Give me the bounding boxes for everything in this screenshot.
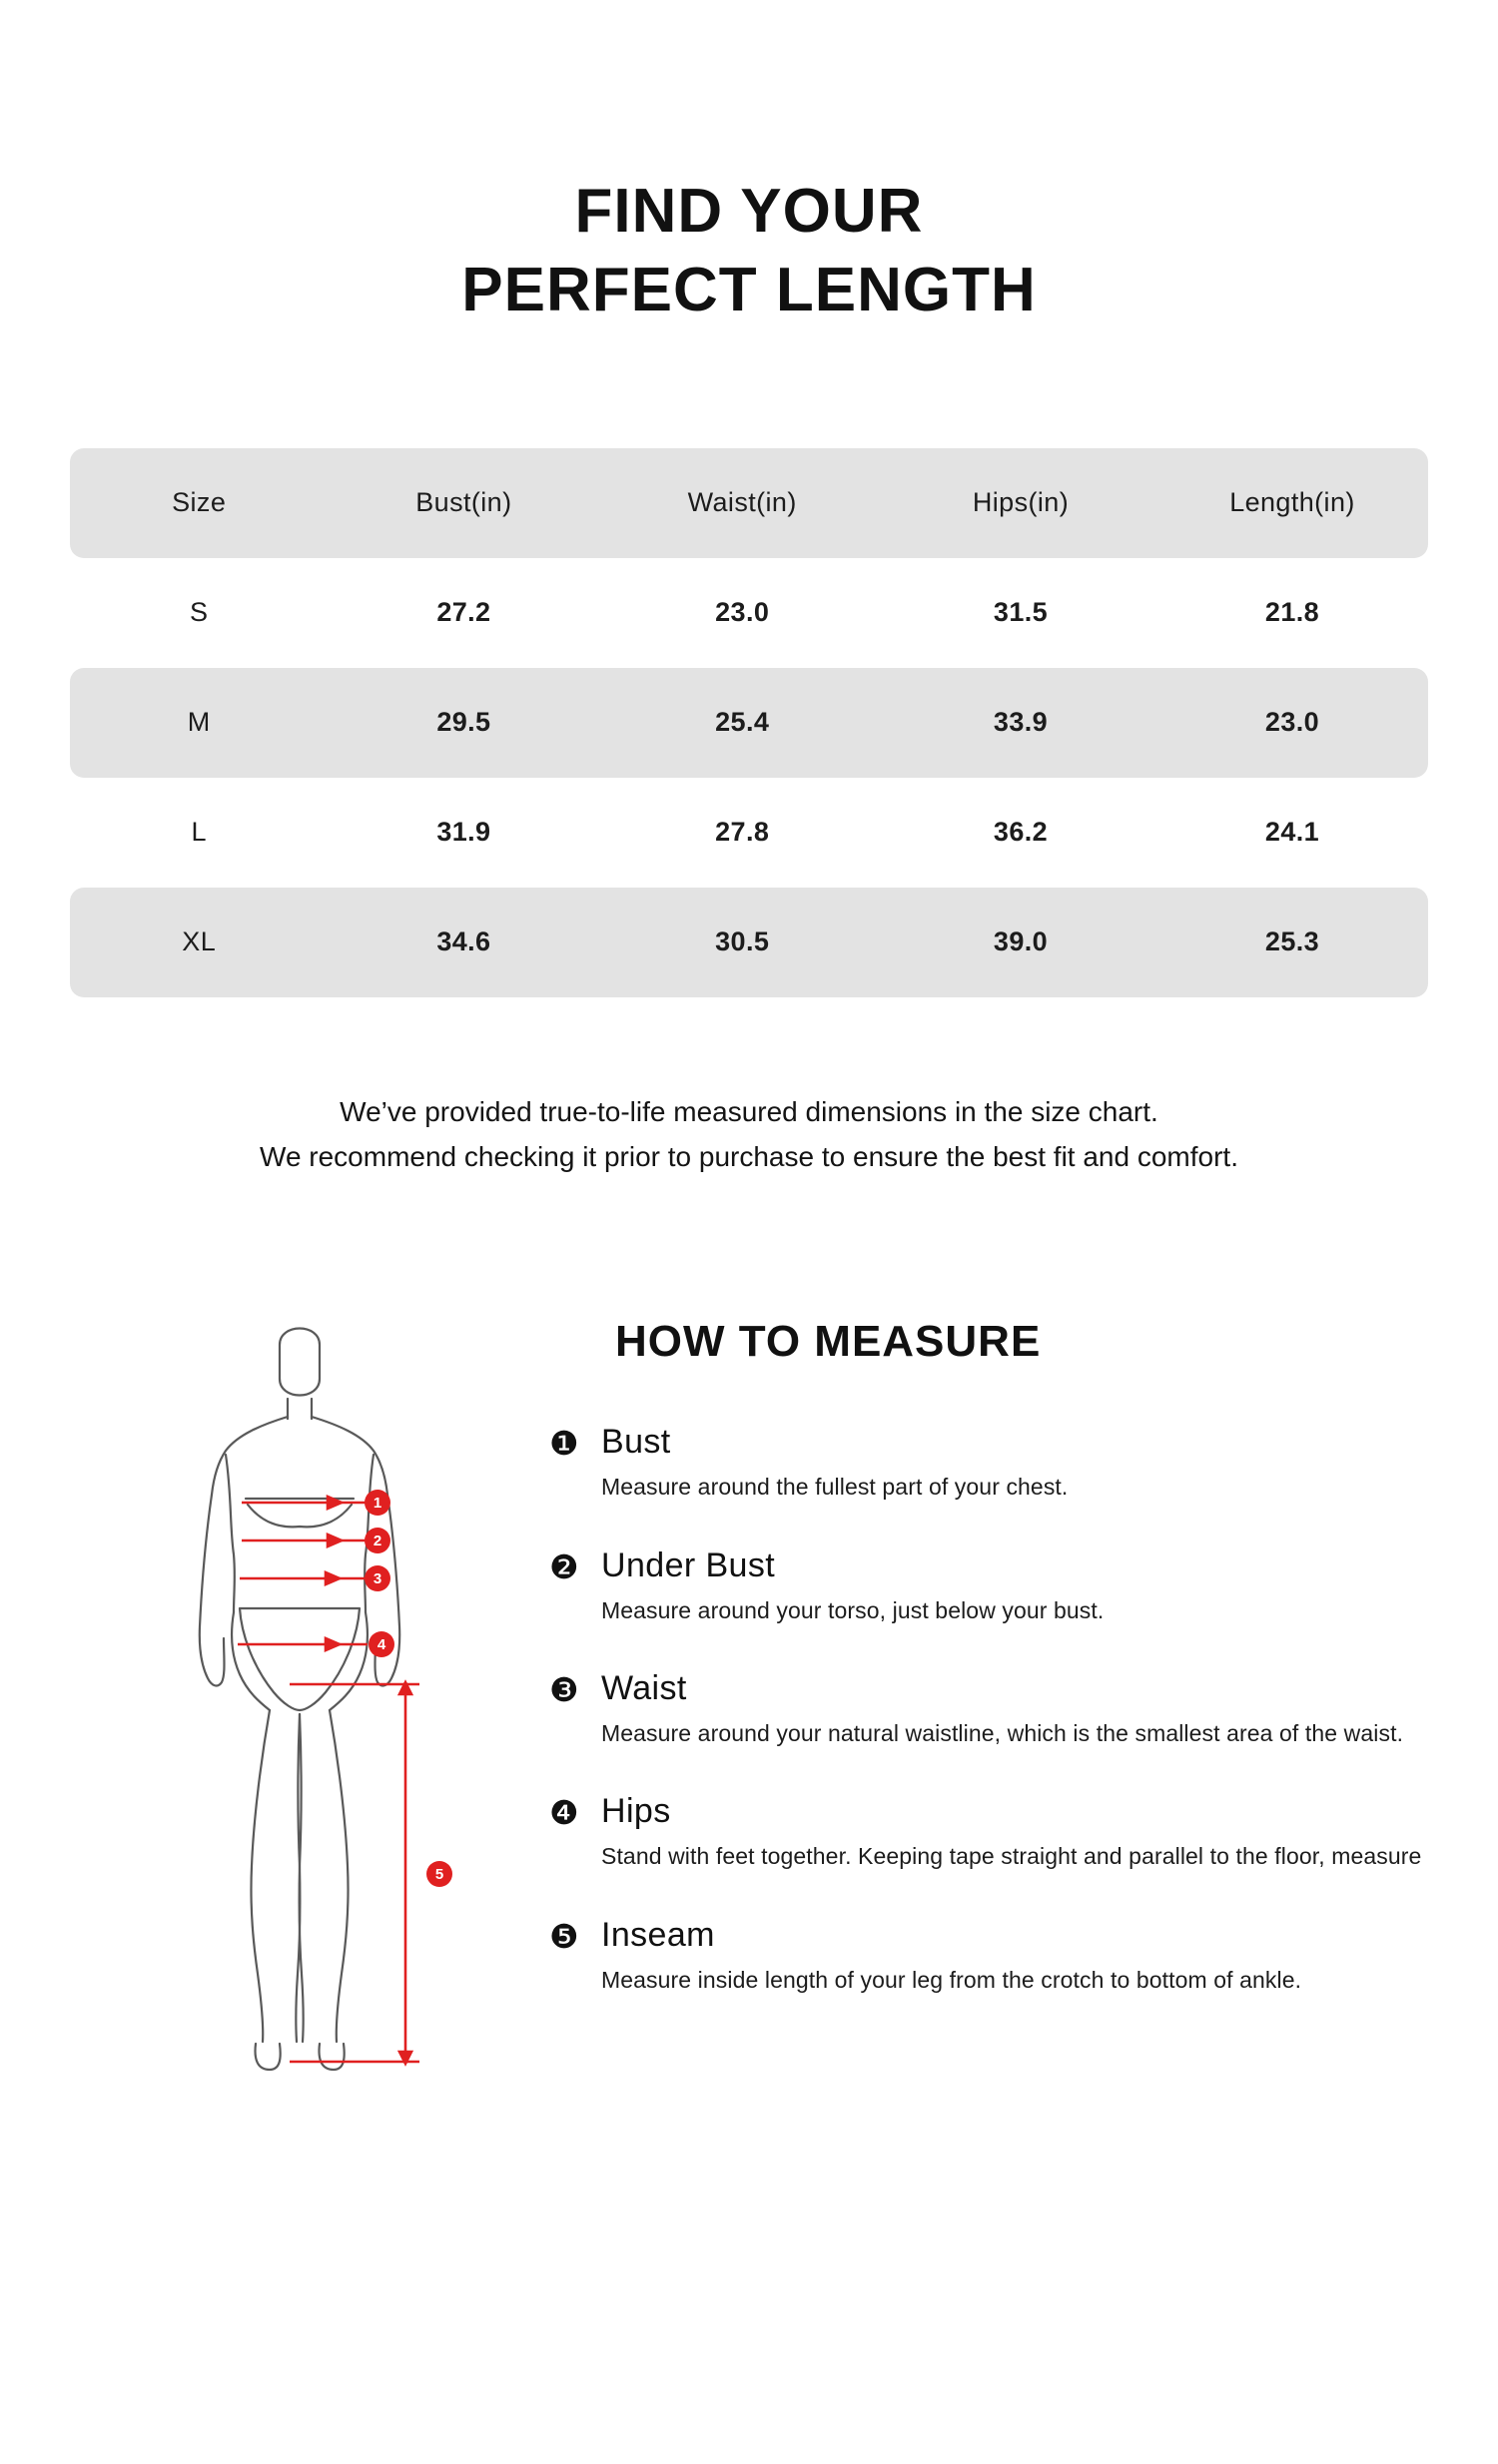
table-header-row [70, 448, 1428, 558]
cell-size: S [70, 558, 328, 668]
list-item [549, 1423, 1498, 1504]
column-header-bust: Bust(in) [328, 448, 599, 558]
size-chart-note [80, 1089, 1418, 1180]
table-row [70, 558, 1428, 668]
how-to-measure-section [0, 1307, 1498, 2230]
cell-hips: 36.2 [885, 778, 1156, 888]
cell-bust: 31.9 [328, 778, 599, 888]
svg-text:3: 3 [373, 1570, 382, 1588]
cell-bust: 34.6 [328, 888, 599, 997]
size-chart-table [70, 448, 1428, 997]
cell-size: L [70, 778, 328, 888]
page-title-line-2: PERFECT LENGTH [461, 256, 1037, 325]
measure-desc-hips: Stand with feet together. Keeping tape straight and parallel to the floor, measure [601, 1843, 1422, 1870]
measure-desc-waist: Measure around your natural waistline, which is the smallest area of the waist. [601, 1720, 1404, 1747]
cell-waist: 30.5 [599, 888, 885, 997]
cell-bust: 29.5 [328, 668, 599, 778]
page-title-line-1: FIND YOUR [574, 177, 924, 246]
cell-hips: 33.9 [885, 668, 1156, 778]
cell-length: 24.1 [1156, 778, 1428, 888]
cell-waist: 23.0 [599, 558, 885, 668]
cell-waist: 25.4 [599, 668, 885, 778]
cell-size: M [70, 668, 328, 778]
size-chart-table-wrapper [70, 448, 1428, 997]
cell-length: 23.0 [1156, 668, 1428, 778]
table-row [70, 668, 1428, 778]
page-title [0, 0, 1498, 330]
cell-bust: 27.2 [328, 558, 599, 668]
how-to-measure-list [529, 1307, 1498, 2039]
step-marker-5-icon: ❺ [549, 1917, 579, 1955]
cell-length: 25.3 [1156, 888, 1428, 997]
cell-hips: 39.0 [885, 888, 1156, 997]
step-marker-2-icon: ❷ [549, 1547, 579, 1585]
measurement-figure [130, 1307, 529, 2230]
list-item [549, 1546, 1498, 1627]
measure-name-waist: Waist [601, 1669, 687, 1708]
step-marker-4-icon: ❹ [549, 1794, 579, 1832]
measure-desc-bust: Measure around the fullest part of your chest. [601, 1474, 1069, 1501]
measure-name-bust: Bust [601, 1423, 671, 1462]
note-line-1: We’ve provided true-to-life measured dimensions in the size chart. [340, 1095, 1158, 1127]
svg-text:4: 4 [376, 1636, 386, 1654]
cell-hips: 31.5 [885, 558, 1156, 668]
list-item [549, 1916, 1498, 1997]
column-header-length: Length(in) [1156, 448, 1428, 558]
step-marker-1-icon: ❶ [549, 1425, 579, 1463]
column-header-hips: Hips(in) [885, 448, 1156, 558]
measure-name-hips: Hips [601, 1792, 671, 1831]
column-header-waist: Waist(in) [599, 448, 885, 558]
table-row [70, 888, 1428, 997]
cell-length: 21.8 [1156, 558, 1428, 668]
step-marker-3-icon: ❸ [549, 1671, 579, 1709]
list-item [549, 1669, 1498, 1750]
table-row [70, 778, 1428, 888]
cell-waist: 27.8 [599, 778, 885, 888]
measure-desc-under-bust: Measure around your torso, just below your bust. [601, 1596, 1105, 1623]
measure-name-under-bust: Under Bust [601, 1545, 776, 1584]
svg-text:2: 2 [373, 1533, 382, 1550]
measure-name-inseam: Inseam [601, 1915, 715, 1954]
measure-desc-inseam: Measure inside length of your leg from the crotch to bottom of ankle. [601, 1966, 1302, 1993]
svg-text:5: 5 [434, 1866, 444, 1884]
cell-size: XL [70, 888, 328, 997]
how-to-measure-title: HOW TO MEASURE [615, 1317, 1042, 1367]
female-body-diagram-icon [130, 1327, 529, 2225]
list-item [549, 1792, 1498, 1873]
svg-text:1: 1 [373, 1495, 382, 1513]
note-line-2: We recommend checking it prior to purchase to ensure the best fit and comfort. [260, 1141, 1238, 1173]
column-header-size: Size [70, 448, 328, 558]
